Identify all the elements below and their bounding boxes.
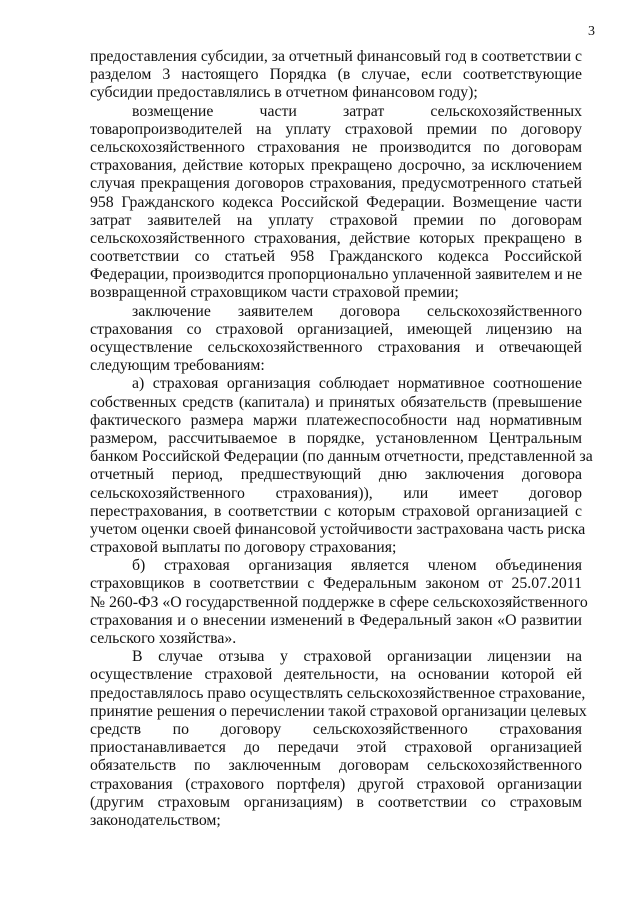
text-line: затрат заявителей на уплату страховой премии по договорам [90,211,582,229]
text-line: законодательством; [90,811,221,829]
text-line: возмещение части затрат сельскохозяйственных [132,102,582,120]
text-line: сельскохозяйственного страхования)), или имеет договор [90,484,582,502]
text-line: соответствии со статьей 958 Гражданского кодекса Российской [90,248,582,266]
text-line: 958 Гражданского кодекса Российской Федерации. Возмещение части [90,193,582,211]
text-line: возвращенной страховщиком части страховой премии; [90,284,459,302]
text-line: осуществление сельскохозяйственного страхования и отвечающей [90,339,582,356]
text-line: собственных средств (капитала) и принятых обязательств (превышение [90,393,582,411]
text-line: сельского хозяйства». [90,630,237,647]
text-line: приостанавливается до передачи этой страховой организацией [90,739,582,757]
text-line: сельскохозяйственного страхования не производится по договорам [90,138,582,156]
text-line: страхования (страхового портфеля) другой страховой организации [90,775,582,793]
text-line: банком Российской Федерации (по данным отчетности, представленной за [90,448,593,466]
text-line: а) страховая организация соблюдает нормативное соотношение [132,375,582,393]
text-line: страхования, действие которых прекращено досрочно, за исключением [90,157,582,175]
text-line: В случае отзыва у страховой организации лицензии на [132,648,582,666]
text-line: заключение заявителем договора сельскохозяйственного [132,302,582,320]
text-line: (другим страховым организациям) в соответствии со страховым [90,793,582,811]
text-line: Федерации, производится пропорционально уплаченной заявителем и не [90,266,583,284]
text-line: страховой выплаты по договору страхования; [90,539,397,557]
text-line: б) страховая организация является членом объединения [132,557,582,575]
text-line: отчетный период, предшествующий дню заключения договора [90,466,582,484]
text-line: фактического размера маржи платежеспособности над нормативным [90,411,582,429]
text-line: учетом оценки своей финансовой устойчивости застрахована часть риска [90,520,586,538]
text-line: следующим требованиям: [90,357,265,375]
text-line: принятие решения о перечислении такой страховой организации целевых [90,702,587,720]
text-line: № 260-ФЗ «О государственной поддержке в сфере сельскохозяйственного [90,593,588,611]
text-line: разделом 3 настоящего Порядка (в случае, если соответствующие [90,66,582,84]
text-line: средств по договору сельскохозяйственного страхования [90,720,582,738]
document-body [90,48,593,830]
text-line: случая прекращения договоров страхования, предусмотренного статьей [90,175,582,193]
page-number: 3 [588,24,595,39]
text-line: предоставления субсидии, за отчетный финансовый год в соответствии с [90,48,582,65]
text-line: обязательств по заключенным договорам сельскохозяйственного [90,757,582,775]
text-line: страховщиков в соответствии с Федеральным законом от 25.07.2011 [90,575,582,593]
text-line: сельскохозяйственного страхования, действие которых прекращено в [90,229,582,247]
text-line: предоставлялось право осуществлять сельскохозяйственное страхование, [90,684,586,702]
text-line: осуществление страховой деятельности, на основании которой ей [90,666,582,684]
text-line: перестрахования, в соответствии с которым страховой организацией с [90,502,582,520]
text-line: размером, рассчитываемое в порядке, установленном Центральным [90,429,582,447]
text-line: субсидии предоставлялись в отчетном финансовом году); [90,84,478,102]
text-line: страхования со страховой организацией, имеющей лицензию на [90,320,582,338]
text-line: страхования и о внесении изменений в Федеральный закон «О развитии [90,611,582,629]
text-line: товаропроизводителей на уплату страховой премии по договору [90,120,582,138]
